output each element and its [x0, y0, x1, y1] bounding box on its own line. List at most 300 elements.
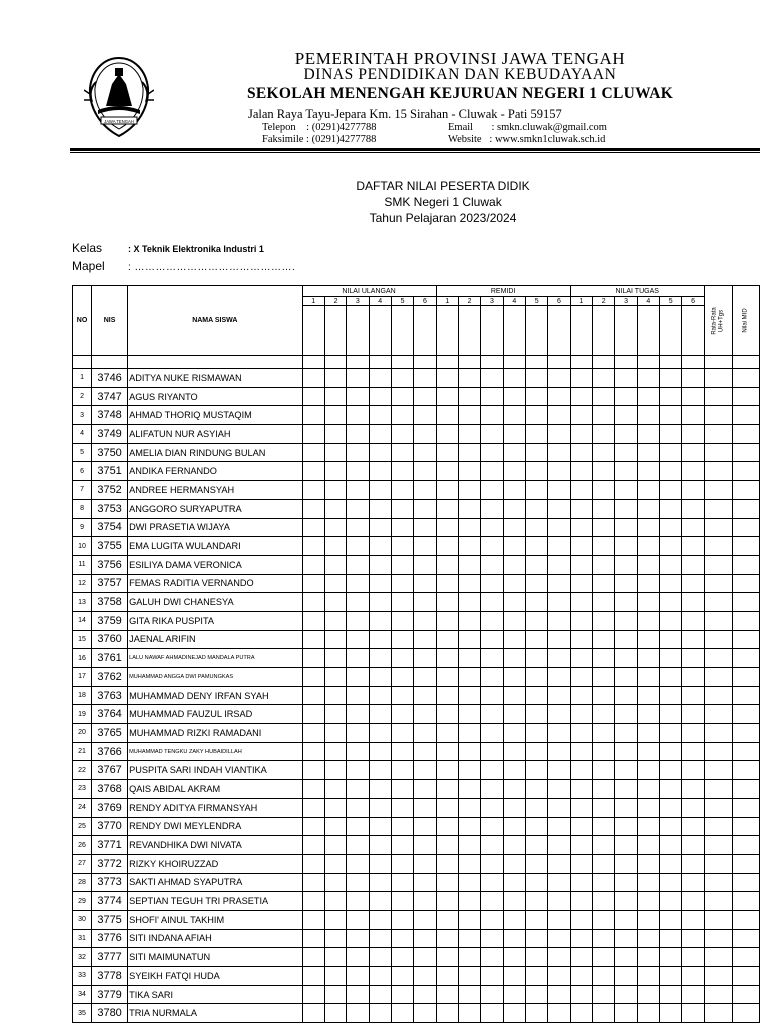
grade-cell[interactable] [458, 798, 480, 817]
grade-cell[interactable] [481, 481, 503, 500]
grade-cell[interactable] [324, 537, 346, 556]
grade-cell[interactable] [525, 761, 547, 780]
grade-cell[interactable] [503, 537, 525, 556]
grade-cell[interactable] [302, 873, 324, 892]
grade-cell[interactable] [732, 611, 759, 630]
grade-cell[interactable] [704, 406, 732, 425]
grade-cell[interactable] [704, 649, 732, 668]
grade-cell[interactable] [436, 967, 458, 986]
grade-cell[interactable] [302, 967, 324, 986]
grade-cell[interactable] [481, 985, 503, 1004]
grade-cell[interactable] [593, 742, 615, 761]
grade-cell[interactable] [324, 761, 346, 780]
grade-cell[interactable] [369, 387, 391, 406]
grade-cell[interactable] [458, 462, 480, 481]
grade-cell[interactable] [481, 574, 503, 593]
grade-cell[interactable] [704, 929, 732, 948]
grade-cell[interactable] [481, 649, 503, 668]
grade-cell[interactable] [391, 668, 413, 687]
grade-cell[interactable] [347, 948, 369, 967]
grade-cell[interactable] [570, 630, 592, 649]
grade-cell[interactable] [302, 537, 324, 556]
grade-cell[interactable] [704, 873, 732, 892]
grade-cell[interactable] [369, 574, 391, 593]
grade-cell[interactable] [302, 611, 324, 630]
grade-cell[interactable] [660, 499, 682, 518]
grade-cell[interactable] [347, 481, 369, 500]
grade-cell[interactable] [593, 892, 615, 911]
grade-cell[interactable] [570, 387, 592, 406]
grade-cell[interactable] [682, 443, 704, 462]
grade-cell[interactable] [660, 518, 682, 537]
grade-cell[interactable] [436, 611, 458, 630]
grade-cell[interactable] [660, 985, 682, 1004]
grade-cell[interactable] [570, 761, 592, 780]
grade-cell[interactable] [548, 462, 570, 481]
grade-cell[interactable] [458, 705, 480, 724]
grade-cell[interactable] [302, 649, 324, 668]
grade-cell[interactable] [548, 406, 570, 425]
grade-cell[interactable] [615, 462, 637, 481]
grade-cell[interactable] [682, 910, 704, 929]
grade-cell[interactable] [347, 406, 369, 425]
grade-cell[interactable] [732, 462, 759, 481]
grade-cell[interactable] [503, 499, 525, 518]
grade-cell[interactable] [570, 668, 592, 687]
grade-cell[interactable] [481, 555, 503, 574]
grade-cell[interactable] [324, 518, 346, 537]
grade-cell[interactable] [324, 985, 346, 1004]
grade-cell[interactable] [369, 369, 391, 388]
grade-cell[interactable] [347, 387, 369, 406]
grade-cell[interactable] [347, 425, 369, 444]
grade-cell[interactable] [302, 836, 324, 855]
grade-cell[interactable] [436, 724, 458, 743]
grade-cell[interactable] [369, 425, 391, 444]
grade-cell[interactable] [347, 742, 369, 761]
grade-cell[interactable] [570, 836, 592, 855]
grade-cell[interactable] [732, 630, 759, 649]
grade-cell[interactable] [525, 369, 547, 388]
grade-cell[interactable] [503, 443, 525, 462]
grade-cell[interactable] [615, 761, 637, 780]
grade-cell[interactable] [458, 948, 480, 967]
grade-cell[interactable] [682, 611, 704, 630]
grade-cell[interactable] [593, 967, 615, 986]
grade-cell[interactable] [369, 724, 391, 743]
grade-cell[interactable] [732, 668, 759, 687]
grade-cell[interactable] [570, 425, 592, 444]
grade-cell[interactable] [302, 593, 324, 612]
grade-cell[interactable] [369, 985, 391, 1004]
grade-cell[interactable] [682, 724, 704, 743]
grade-cell[interactable] [324, 798, 346, 817]
grade-cell[interactable] [704, 481, 732, 500]
grade-cell[interactable] [302, 948, 324, 967]
grade-cell[interactable] [548, 948, 570, 967]
grade-cell[interactable] [682, 948, 704, 967]
grade-cell[interactable] [302, 892, 324, 911]
grade-cell[interactable] [324, 742, 346, 761]
grade-cell[interactable] [637, 892, 659, 911]
grade-cell[interactable] [525, 611, 547, 630]
grade-cell[interactable] [682, 387, 704, 406]
grade-cell[interactable] [615, 798, 637, 817]
grade-cell[interactable] [324, 462, 346, 481]
grade-cell[interactable] [302, 518, 324, 537]
grade-cell[interactable] [660, 1004, 682, 1023]
grade-cell[interactable] [615, 611, 637, 630]
grade-cell[interactable] [302, 929, 324, 948]
grade-cell[interactable] [347, 836, 369, 855]
grade-cell[interactable] [704, 836, 732, 855]
grade-cell[interactable] [458, 1004, 480, 1023]
grade-cell[interactable] [369, 406, 391, 425]
grade-cell[interactable] [391, 611, 413, 630]
grade-cell[interactable] [369, 668, 391, 687]
grade-cell[interactable] [436, 537, 458, 556]
grade-cell[interactable] [548, 892, 570, 911]
grade-cell[interactable] [525, 668, 547, 687]
grade-cell[interactable] [704, 798, 732, 817]
grade-cell[interactable] [436, 499, 458, 518]
grade-cell[interactable] [458, 836, 480, 855]
grade-cell[interactable] [503, 892, 525, 911]
grade-cell[interactable] [347, 649, 369, 668]
grade-cell[interactable] [324, 1004, 346, 1023]
grade-cell[interactable] [391, 836, 413, 855]
grade-cell[interactable] [732, 1004, 759, 1023]
grade-cell[interactable] [732, 369, 759, 388]
grade-cell[interactable] [637, 724, 659, 743]
grade-cell[interactable] [302, 985, 324, 1004]
grade-cell[interactable] [481, 705, 503, 724]
grade-cell[interactable] [637, 611, 659, 630]
grade-cell[interactable] [414, 555, 436, 574]
grade-cell[interactable] [548, 705, 570, 724]
grade-cell[interactable] [369, 798, 391, 817]
grade-cell[interactable] [302, 574, 324, 593]
grade-cell[interactable] [525, 948, 547, 967]
grade-cell[interactable] [503, 574, 525, 593]
grade-cell[interactable] [660, 742, 682, 761]
grade-cell[interactable] [660, 948, 682, 967]
grade-cell[interactable] [391, 892, 413, 911]
grade-cell[interactable] [414, 985, 436, 1004]
grade-cell[interactable] [302, 369, 324, 388]
grade-cell[interactable] [732, 705, 759, 724]
grade-cell[interactable] [593, 387, 615, 406]
grade-cell[interactable] [302, 817, 324, 836]
grade-cell[interactable] [682, 518, 704, 537]
grade-cell[interactable] [548, 686, 570, 705]
grade-cell[interactable] [503, 780, 525, 799]
grade-cell[interactable] [593, 910, 615, 929]
grade-cell[interactable] [615, 780, 637, 799]
grade-cell[interactable] [525, 854, 547, 873]
grade-cell[interactable] [637, 668, 659, 687]
grade-cell[interactable] [369, 929, 391, 948]
grade-cell[interactable] [414, 705, 436, 724]
grade-cell[interactable] [682, 668, 704, 687]
grade-cell[interactable] [615, 481, 637, 500]
grade-cell[interactable] [660, 817, 682, 836]
grade-cell[interactable] [414, 724, 436, 743]
grade-cell[interactable] [570, 873, 592, 892]
grade-cell[interactable] [324, 686, 346, 705]
grade-cell[interactable] [302, 705, 324, 724]
grade-cell[interactable] [682, 836, 704, 855]
grade-cell[interactable] [637, 499, 659, 518]
grade-cell[interactable] [732, 649, 759, 668]
grade-cell[interactable] [548, 817, 570, 836]
grade-cell[interactable] [436, 462, 458, 481]
grade-cell[interactable] [324, 481, 346, 500]
grade-cell[interactable] [548, 574, 570, 593]
grade-cell[interactable] [593, 836, 615, 855]
grade-cell[interactable] [548, 668, 570, 687]
grade-cell[interactable] [324, 574, 346, 593]
grade-cell[interactable] [369, 649, 391, 668]
grade-cell[interactable] [570, 892, 592, 911]
grade-cell[interactable] [682, 967, 704, 986]
grade-cell[interactable] [347, 910, 369, 929]
grade-cell[interactable] [732, 686, 759, 705]
grade-cell[interactable] [324, 406, 346, 425]
grade-cell[interactable] [369, 761, 391, 780]
grade-cell[interactable] [660, 854, 682, 873]
grade-cell[interactable] [570, 611, 592, 630]
grade-cell[interactable] [324, 593, 346, 612]
grade-cell[interactable] [570, 817, 592, 836]
grade-cell[interactable] [593, 686, 615, 705]
grade-cell[interactable] [324, 425, 346, 444]
grade-cell[interactable] [660, 537, 682, 556]
grade-cell[interactable] [593, 518, 615, 537]
grade-cell[interactable] [503, 742, 525, 761]
grade-cell[interactable] [458, 555, 480, 574]
grade-cell[interactable] [660, 798, 682, 817]
grade-cell[interactable] [570, 686, 592, 705]
grade-cell[interactable] [704, 611, 732, 630]
grade-cell[interactable] [548, 499, 570, 518]
grade-cell[interactable] [414, 611, 436, 630]
grade-cell[interactable] [324, 611, 346, 630]
grade-cell[interactable] [436, 406, 458, 425]
grade-cell[interactable] [704, 537, 732, 556]
grade-cell[interactable] [732, 574, 759, 593]
grade-cell[interactable] [391, 518, 413, 537]
grade-cell[interactable] [414, 910, 436, 929]
grade-cell[interactable] [525, 985, 547, 1004]
grade-cell[interactable] [704, 555, 732, 574]
grade-cell[interactable] [302, 854, 324, 873]
grade-cell[interactable] [369, 462, 391, 481]
grade-cell[interactable] [548, 518, 570, 537]
grade-cell[interactable] [414, 798, 436, 817]
grade-cell[interactable] [525, 593, 547, 612]
grade-cell[interactable] [302, 780, 324, 799]
grade-cell[interactable] [458, 518, 480, 537]
grade-cell[interactable] [324, 780, 346, 799]
grade-cell[interactable] [347, 630, 369, 649]
grade-cell[interactable] [660, 910, 682, 929]
grade-cell[interactable] [391, 705, 413, 724]
grade-cell[interactable] [347, 873, 369, 892]
grade-cell[interactable] [414, 499, 436, 518]
grade-cell[interactable] [391, 499, 413, 518]
grade-cell[interactable] [391, 742, 413, 761]
grade-cell[interactable] [503, 425, 525, 444]
grade-cell[interactable] [570, 724, 592, 743]
grade-cell[interactable] [570, 518, 592, 537]
grade-cell[interactable] [525, 929, 547, 948]
grade-cell[interactable] [660, 387, 682, 406]
grade-cell[interactable] [436, 649, 458, 668]
grade-cell[interactable] [548, 555, 570, 574]
grade-cell[interactable] [682, 780, 704, 799]
grade-cell[interactable] [570, 967, 592, 986]
grade-cell[interactable] [593, 462, 615, 481]
grade-cell[interactable] [548, 967, 570, 986]
grade-cell[interactable] [732, 929, 759, 948]
grade-cell[interactable] [548, 929, 570, 948]
grade-cell[interactable] [615, 369, 637, 388]
grade-cell[interactable] [732, 873, 759, 892]
grade-cell[interactable] [704, 686, 732, 705]
grade-cell[interactable] [704, 499, 732, 518]
grade-cell[interactable] [458, 910, 480, 929]
grade-cell[interactable] [615, 649, 637, 668]
grade-cell[interactable] [525, 686, 547, 705]
grade-cell[interactable] [391, 387, 413, 406]
grade-cell[interactable] [503, 649, 525, 668]
grade-cell[interactable] [458, 668, 480, 687]
grade-cell[interactable] [347, 705, 369, 724]
grade-cell[interactable] [593, 425, 615, 444]
grade-cell[interactable] [436, 443, 458, 462]
grade-cell[interactable] [458, 967, 480, 986]
grade-cell[interactable] [458, 724, 480, 743]
grade-cell[interactable] [324, 705, 346, 724]
grade-cell[interactable] [570, 574, 592, 593]
grade-cell[interactable] [704, 892, 732, 911]
grade-cell[interactable] [324, 443, 346, 462]
grade-cell[interactable] [682, 929, 704, 948]
grade-cell[interactable] [369, 742, 391, 761]
grade-cell[interactable] [481, 593, 503, 612]
grade-cell[interactable] [324, 630, 346, 649]
grade-cell[interactable] [481, 1004, 503, 1023]
grade-cell[interactable] [503, 686, 525, 705]
grade-cell[interactable] [436, 910, 458, 929]
grade-cell[interactable] [732, 817, 759, 836]
grade-cell[interactable] [570, 910, 592, 929]
grade-cell[interactable] [570, 406, 592, 425]
grade-cell[interactable] [732, 892, 759, 911]
grade-cell[interactable] [458, 369, 480, 388]
grade-cell[interactable] [503, 518, 525, 537]
grade-cell[interactable] [414, 425, 436, 444]
grade-cell[interactable] [637, 649, 659, 668]
grade-cell[interactable] [391, 910, 413, 929]
grade-cell[interactable] [615, 836, 637, 855]
grade-cell[interactable] [615, 724, 637, 743]
grade-cell[interactable] [704, 518, 732, 537]
grade-cell[interactable] [570, 854, 592, 873]
grade-cell[interactable] [704, 854, 732, 873]
grade-cell[interactable] [503, 462, 525, 481]
grade-cell[interactable] [732, 481, 759, 500]
grade-cell[interactable] [391, 686, 413, 705]
grade-cell[interactable] [593, 630, 615, 649]
grade-cell[interactable] [458, 425, 480, 444]
grade-cell[interactable] [414, 892, 436, 911]
grade-cell[interactable] [660, 481, 682, 500]
grade-cell[interactable] [503, 611, 525, 630]
grade-cell[interactable] [481, 537, 503, 556]
grade-cell[interactable] [548, 910, 570, 929]
grade-cell[interactable] [682, 406, 704, 425]
grade-cell[interactable] [525, 387, 547, 406]
grade-cell[interactable] [525, 537, 547, 556]
grade-cell[interactable] [436, 948, 458, 967]
grade-cell[interactable] [570, 499, 592, 518]
grade-cell[interactable] [414, 948, 436, 967]
grade-cell[interactable] [682, 537, 704, 556]
grade-cell[interactable] [525, 873, 547, 892]
grade-cell[interactable] [391, 462, 413, 481]
grade-cell[interactable] [593, 1004, 615, 1023]
grade-cell[interactable] [503, 948, 525, 967]
grade-cell[interactable] [732, 555, 759, 574]
grade-cell[interactable] [503, 481, 525, 500]
grade-cell[interactable] [458, 574, 480, 593]
grade-cell[interactable] [593, 537, 615, 556]
grade-cell[interactable] [548, 630, 570, 649]
grade-cell[interactable] [637, 686, 659, 705]
grade-cell[interactable] [347, 611, 369, 630]
grade-cell[interactable] [324, 967, 346, 986]
grade-cell[interactable] [525, 481, 547, 500]
grade-cell[interactable] [503, 555, 525, 574]
grade-cell[interactable] [369, 910, 391, 929]
grade-cell[interactable] [414, 593, 436, 612]
grade-cell[interactable] [732, 406, 759, 425]
grade-cell[interactable] [637, 555, 659, 574]
grade-cell[interactable] [570, 705, 592, 724]
grade-cell[interactable] [414, 854, 436, 873]
grade-cell[interactable] [436, 387, 458, 406]
grade-cell[interactable] [481, 873, 503, 892]
grade-cell[interactable] [525, 780, 547, 799]
grade-cell[interactable] [525, 910, 547, 929]
grade-cell[interactable] [347, 555, 369, 574]
grade-cell[interactable] [436, 518, 458, 537]
grade-cell[interactable] [704, 967, 732, 986]
grade-cell[interactable] [660, 668, 682, 687]
grade-cell[interactable] [732, 948, 759, 967]
grade-cell[interactable] [548, 443, 570, 462]
grade-cell[interactable] [302, 798, 324, 817]
grade-cell[interactable] [347, 817, 369, 836]
grade-cell[interactable] [503, 724, 525, 743]
grade-cell[interactable] [414, 1004, 436, 1023]
grade-cell[interactable] [682, 705, 704, 724]
grade-cell[interactable] [548, 593, 570, 612]
grade-cell[interactable] [347, 967, 369, 986]
grade-cell[interactable] [525, 462, 547, 481]
